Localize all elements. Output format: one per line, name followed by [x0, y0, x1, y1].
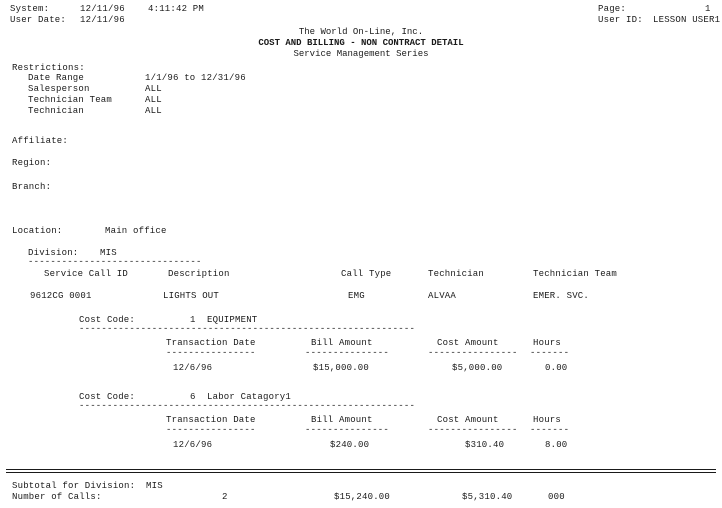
call-row-description: LIGHTS OUT — [163, 291, 220, 301]
cost2-header-bill-amount: Bill Amount — [311, 415, 373, 425]
cost2-header-cost-amount: Cost Amount — [437, 415, 499, 425]
restrictions-heading: Restrictions: — [12, 63, 85, 73]
page-label: Page: — [598, 4, 627, 14]
division-value: MIS — [100, 248, 117, 258]
cost2-row-hours: 8.00 — [545, 440, 568, 450]
cost2-underline-transaction-date: ---------------- — [166, 425, 256, 435]
cost1-header-transaction-date: Transaction Date — [166, 338, 256, 348]
cost2-row-bill-amount: $240.00 — [330, 440, 370, 450]
restriction-label-salesperson: Salesperson — [28, 84, 90, 94]
cost-code-name-1: EQUIPMENT — [207, 315, 258, 325]
cost-code-label-2: Cost Code: — [79, 392, 136, 402]
user-id-value: LESSON USER1 — [653, 15, 721, 25]
cost1-header-cost-amount: Cost Amount — [437, 338, 499, 348]
call-header-technician-team: Technician Team — [533, 269, 618, 279]
cost1-row-bill-amount: $15,000.00 — [313, 363, 370, 373]
subtotal-label: Subtotal for Division: — [12, 481, 136, 491]
subtotal-rule-top — [6, 469, 716, 470]
subtotal-cost-amount: $5,310.40 — [462, 492, 513, 502]
cost2-header-transaction-date: Transaction Date — [166, 415, 256, 425]
call-header-description: Description — [168, 269, 230, 279]
cost1-underline-cost-amount: ---------------- — [428, 348, 518, 358]
restriction-value-technician: ALL — [145, 106, 162, 116]
cost1-row-cost-amount: $5,000.00 — [452, 363, 503, 373]
call-header-service-call-id: Service Call ID — [44, 269, 129, 279]
user-date-value: 12/11/96 — [80, 15, 125, 25]
cost-code-label-1: Cost Code: — [79, 315, 136, 325]
call-header-technician: Technician — [428, 269, 485, 279]
user-id-label: User ID: — [598, 15, 643, 25]
cost1-row-transaction-date: 12/6/96 — [173, 363, 213, 373]
region-label: Region: — [12, 158, 52, 168]
subtotal-hours: 000 — [548, 492, 565, 502]
call-row-service-call-id: 9612CG 0001 — [30, 291, 92, 301]
location-label: Location: — [12, 226, 63, 236]
cost-code-name-2: Labor Catagory1 — [207, 392, 292, 402]
subtotal-bill-amount: $15,240.00 — [334, 492, 391, 502]
subtotal-calls-label: Number of Calls: — [12, 492, 102, 502]
user-date-label: User Date: — [10, 15, 67, 25]
call-header-call-type: Call Type — [341, 269, 392, 279]
page-number: 1 — [705, 4, 711, 14]
cost-code-number-2: 6 — [190, 392, 196, 402]
subtotal-calls-count: 2 — [222, 492, 228, 502]
system-time-value: 4:11:42 PM — [148, 4, 205, 14]
cost1-row-hours: 0.00 — [545, 363, 568, 373]
division-underline: ------------------------------- — [28, 257, 202, 267]
cost1-header-hours: Hours — [533, 338, 562, 348]
cost2-underline-cost-amount: ---------------- — [428, 425, 518, 435]
division-label: Division: — [28, 248, 79, 258]
restriction-value-date-range: 1/1/96 to 12/31/96 — [145, 73, 246, 83]
cost-code-number-1: 1 — [190, 315, 196, 325]
location-value: Main office — [105, 226, 167, 236]
cost1-underline-hours: ------- — [530, 348, 570, 358]
restriction-label-date-range: Date Range — [28, 73, 85, 83]
subtotal-rule-top-2 — [6, 472, 716, 473]
cost2-row-cost-amount: $310.40 — [465, 440, 505, 450]
system-date-line — [10, 4, 49, 15]
system-date-value: 12/11/96 — [80, 4, 125, 14]
subtotal-division: MIS — [146, 481, 163, 491]
cost2-header-hours: Hours — [533, 415, 562, 425]
company-name: The World On-Line, Inc. — [298, 27, 424, 37]
call-row-technician: ALVAA — [428, 291, 457, 301]
cost1-underline-transaction-date: ---------------- — [166, 348, 256, 358]
call-row-technician-team: EMER. SVC. — [533, 291, 590, 301]
cost-code-separator-1: ------------------------------------------------------------ — [79, 324, 416, 334]
cost1-underline-bill-amount: --------------- — [305, 348, 390, 358]
affiliate-label: Affiliate: — [12, 136, 69, 146]
restriction-value-technician-team: ALL — [145, 95, 162, 105]
restriction-label-technician: Technician — [28, 106, 85, 116]
call-row-call-type: EMG — [348, 291, 365, 301]
cost1-header-bill-amount: Bill Amount — [311, 338, 373, 348]
series-name: Service Management Series — [293, 49, 429, 59]
branch-label: Branch: — [12, 182, 52, 192]
report-title: COST AND BILLING - NON CONTRACT DETAIL — [258, 38, 464, 48]
cost2-underline-bill-amount: --------------- — [305, 425, 390, 435]
cost2-row-transaction-date: 12/6/96 — [173, 440, 213, 450]
cost-code-separator-2: ------------------------------------------------------------ — [79, 401, 416, 411]
restriction-label-technician-team: Technician Team — [28, 95, 113, 105]
restriction-value-salesperson: ALL — [145, 84, 162, 94]
system-label: System: — [10, 4, 50, 14]
cost2-underline-hours: ------- — [530, 425, 570, 435]
